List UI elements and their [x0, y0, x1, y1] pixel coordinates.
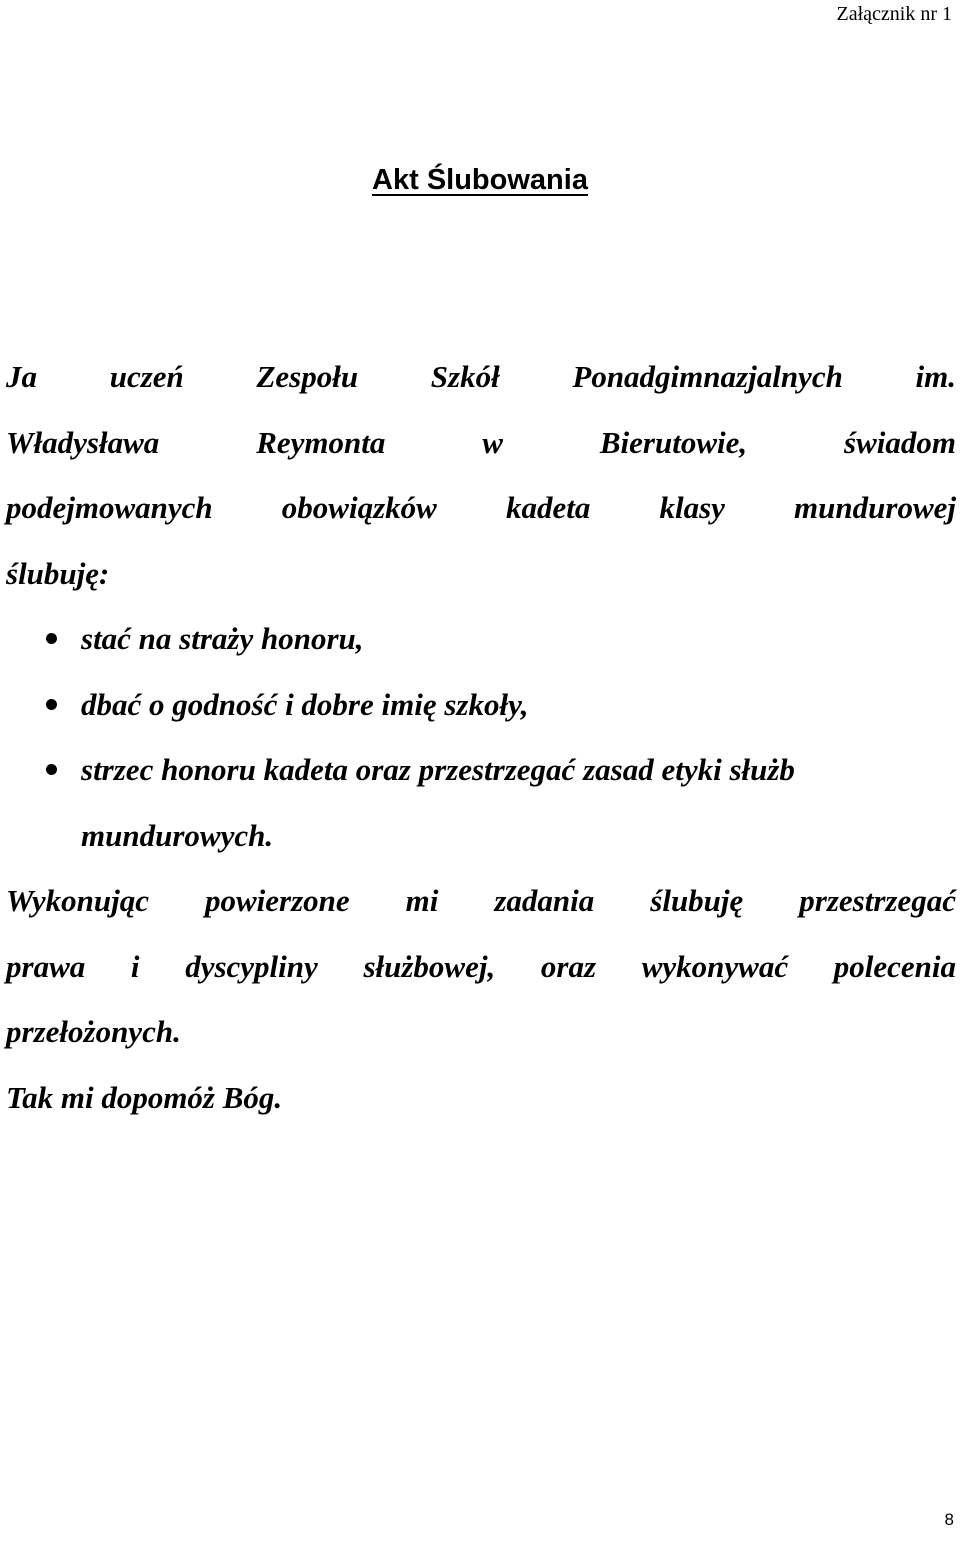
closing-line-1: Wykonując powierzone mi zadania ślubuję przestrzegać: [6, 883, 956, 918]
intro-line-2: Władysława Reymonta w Bierutowie, świadom: [6, 424, 956, 460]
bullet-icon: [46, 699, 57, 710]
closing-line-2: prawa i dyscypliny służbowej, oraz wykonywać polecenia: [6, 948, 956, 984]
bullet-icon: [46, 764, 57, 775]
intro-paragraph: [6, 344, 956, 606]
vow-text: dbać o godność i dobre imię szkoły,: [81, 686, 529, 722]
intro-line-1: Ja uczeń Zespołu Szkół Ponadgimnazjalnych im.: [6, 359, 956, 394]
vow-item: [6, 737, 956, 868]
vow-item: [6, 606, 956, 672]
closing-paragraph: [6, 868, 956, 1130]
intro-line-4: ślubuję:: [6, 555, 110, 591]
vow-item: [6, 672, 956, 738]
document-title-text: Akt Ślubowania: [372, 164, 588, 196]
document-body: [6, 344, 956, 1130]
closing-line-3: przełożonych.: [6, 1014, 181, 1049]
page-number: 8: [944, 1510, 954, 1529]
intro-line-3: podejmowanych obowiązków kadeta klasy mundurowej: [6, 490, 956, 525]
closing-line-4: Tak mi dopomóż Bóg.: [6, 1079, 283, 1115]
document-title: [0, 160, 960, 200]
bullet-icon: [46, 633, 57, 644]
annex-label: Załącznik nr 1: [836, 3, 952, 25]
vows-list: [6, 606, 956, 868]
vow-text: stać na straży honoru,: [81, 621, 364, 656]
vow-text: strzec honoru kadeta oraz przestrzegać zasad etyki służb mundurowych.: [81, 752, 795, 853]
